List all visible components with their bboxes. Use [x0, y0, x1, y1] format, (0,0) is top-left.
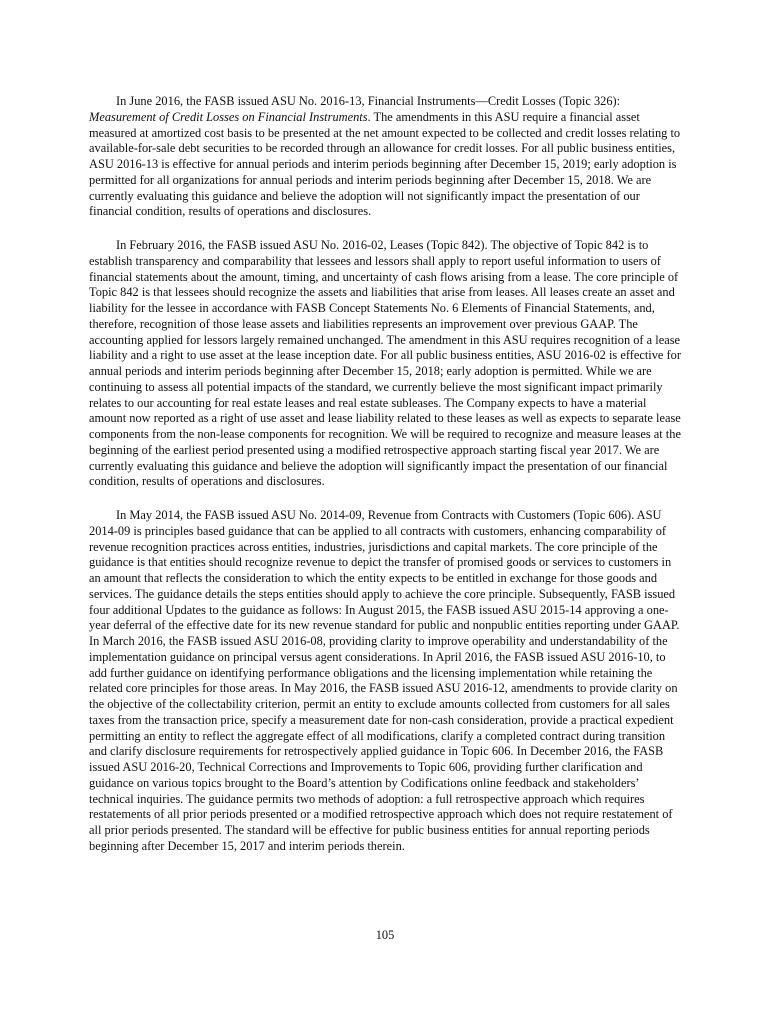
paragraph-asu-2016-13-lead: In June 2016, the FASB issued ASU No. 2016-13, Financial Instruments—Credit Losses (Topic 326):: [116, 94, 621, 108]
page-number: 105: [375, 928, 395, 942]
paragraph-asu-2016-02: In February 2016, the FASB issued ASU No. 2016-02, Leases (Topic 842). The objective of Topic 842 is to establish transparency and comparability that lessees and lessors shall apply to report useful information to users of financial statements about the amount, timing, and uncertainty of cash flows arising from a lease. The core principle of Topic 842 is that lessees should recognize the assets and liabilities that arise from leases. All leases create an asset and liability for the lessee in accordance with FASB Concept Statements No. 6 Elements of Financial Statements, and, therefore, recognition of those lease assets and liabilities represents an improvement over previous GAAP. The accounting applied for lessors largely remained unchanged. The amendment in this ASU requires recognition of a lease liability and a right to use asset at the lease inception date. For all public business entities, ASU 2016-02 is effective for annual periods and interim periods beginning after December 15, 2018; early adoption is permitted. While we are continuing to assess all potential impacts of the standard, we currently believe the most significant impact primarily relates to our accounting for real estate leases and real estate subleases. The Company expects to have a material amount now reported as a right of use asset and lease liability related to these leases as well as expects to separate lease components from the non-lease components for recognition. We will be required to recognize and measure leases at the beginning of the earliest period presented using a modified retrospective approach starting fiscal year 2017. We are currently evaluating this guidance and believe the adoption will significantly impact the presentation of our financial condition, results of operations and disclosures.: [89, 238, 681, 489]
paragraph-asu-2016-13-title: Measurement of Credit Losses on Financial Instruments: [89, 109, 368, 124]
document-page: [89, 94, 684, 873]
paragraph-asu-2014-09: In May 2014, the FASB issued ASU No. 2014-09, Revenue from Contracts with Customers (Topic 606). ASU 2014-09 is principles based guidance that can be applied to all contracts with customers, enhancing comparability of revenue recognition practices across entities, industries, jurisdictions and capital markets. The core principle of the guidance is that entities should recognize revenue to depict the transfer of promised goods or services to customers in an amount that reflects the consideration to which the entity expects to be entitled in exchange for those goods and services. The guidance details the steps entities should apply to achieve the core principle. Subsequently, FASB issued four additional Updates to the guidance as follows: In August 2015, the FASB issued ASU 2015-14 approving a one-year deferral of the effective date for its new revenue standard for public and nonpublic entities reporting under GAAP. In March 2016, the FASB issued ASU 2016-08, providing clarity to improve operability and understandability of the implementation guidance on principal versus agent considerations. In April 2016, the FASB issued ASU 2016-10, to add further guidance on identifying performance obligations and the licensing implementation while retaining the related core principles for those areas. In May 2016, the FASB issued ASU 2016-12, amendments to provide clarity on the objective of the collectability criterion, permit an entity to exclude amounts collected from customers for all sales taxes from the transaction price, specify a measurement date for non-cash consideration, provide a practical expedient permitting an entity to reflect the aggregate effect of all modifications, clarify a completed contract during transition and clarify disclosure requirements for retrospectively applied guidance in Topic 606. In December 2016, the FASB issued ASU 2016-20, Technical Corrections and Improvements to Topic 606, providing further clarification and guidance on various topics brought to the Board’s attention by Codifications online feedback and stakeholders’ technical inquiries. The guidance permits two methods of adoption: a full retrospective approach which requires restatements of all prior periods presented or a modified retrospective approach which does not require restatement of all prior periods presented. The standard will be effective for public business entities for annual reporting periods beginning after December 15, 2017 and interim periods therein.: [89, 508, 680, 853]
paragraph-asu-2016-13: [89, 94, 684, 220]
paragraph-asu-2016-13-body: . The amendments in this ASU require a financial asset measured at amortized cost basis to be presented at the net amount expected to be collected and credit losses relating to available-for-sale debt securities to be recorded through an allowance for credit losses. For all public business entities, ASU 2016-13 is effective for annual periods and interim periods beginning after December 15, 2019; early adoption is permitted for all organizations for annual periods and interim periods beginning after December 15, 2018. We are currently evaluating this guidance and believe the adoption will not significantly impact the presentation of our financial condition, results of operations and disclosures.: [89, 109, 681, 219]
